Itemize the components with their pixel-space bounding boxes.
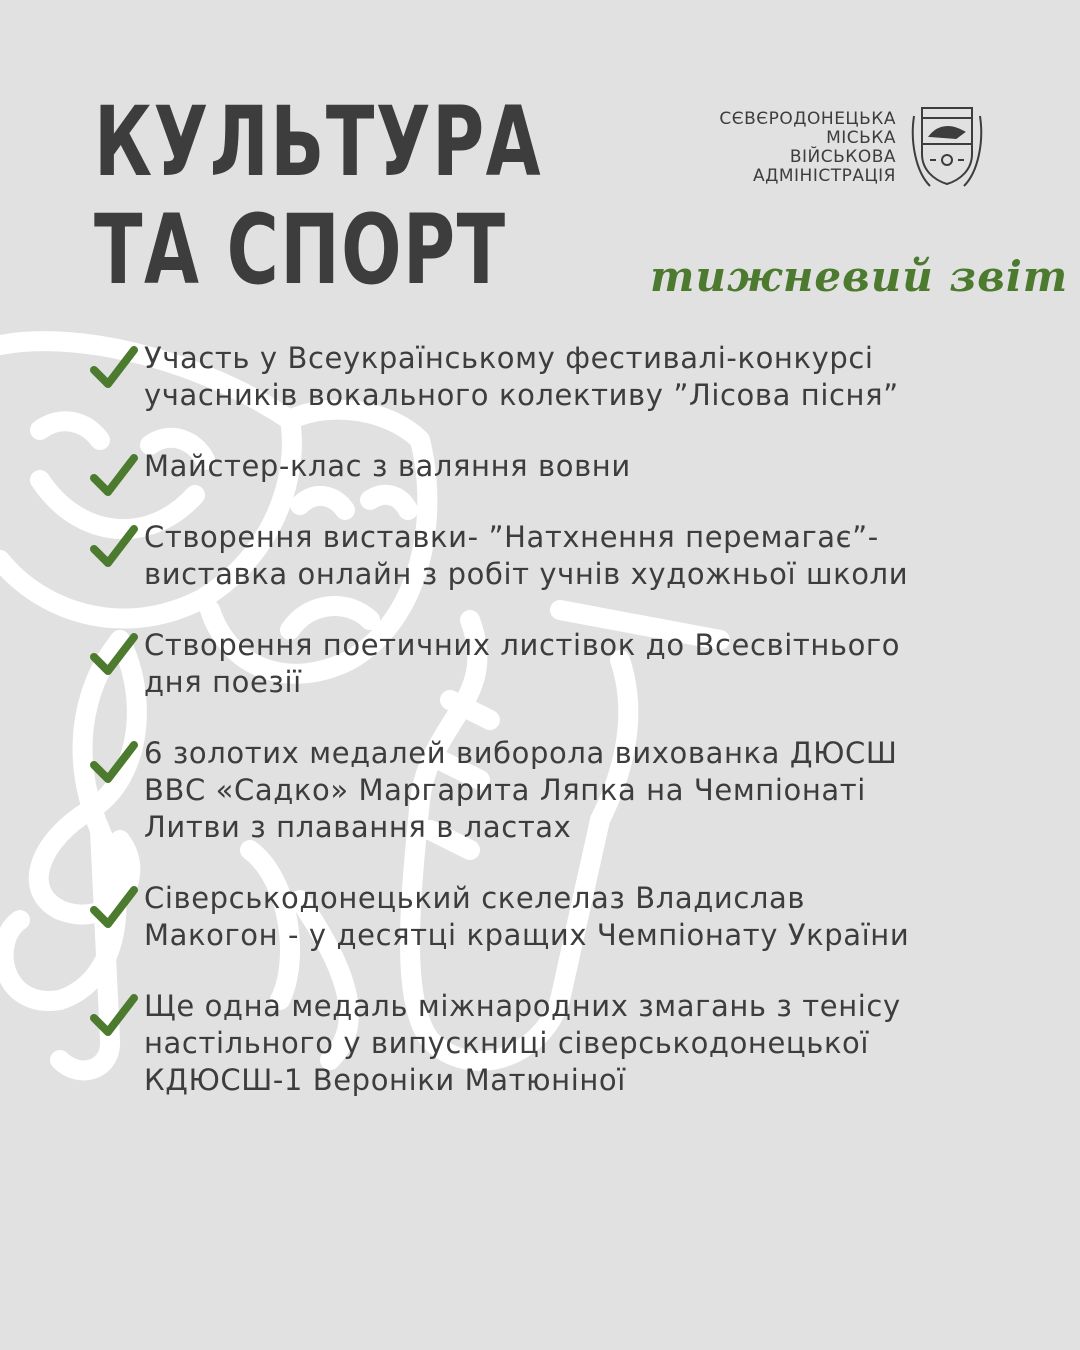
item-text bbox=[144, 627, 1048, 701]
item-text bbox=[144, 735, 1048, 846]
checkmark-icon bbox=[90, 454, 138, 498]
list-item bbox=[88, 340, 1048, 414]
item-text-line: ВВС «Садко» Маргарита Ляпка на Чемпіонаті bbox=[144, 773, 866, 807]
item-text-line: настільного у випускниці сіверськодонецької bbox=[144, 1026, 870, 1060]
list-item bbox=[88, 448, 1048, 485]
admin-line-2: МІСЬКА bbox=[826, 128, 896, 148]
weekly-report-label: тижневий звіт bbox=[650, 252, 1069, 301]
list-item bbox=[88, 880, 1048, 954]
item-text-line: дня поезії bbox=[144, 665, 302, 699]
item-text-line: виставка онлайн з робіт учнів художньої школи bbox=[144, 557, 909, 591]
item-text-line: Майстер-клас з валяння вовни bbox=[144, 449, 631, 483]
item-text bbox=[144, 340, 1048, 414]
item-text-line: Макогон - у десятці кращих Чемпіонату України bbox=[144, 918, 910, 952]
city-coat-of-arms-icon bbox=[906, 102, 988, 190]
item-text bbox=[144, 448, 1048, 485]
item-text-line: 6 золотих медалей виборола вихованка ДЮСШ bbox=[144, 736, 898, 770]
item-text-line: Литви з плавання в ластах bbox=[144, 810, 572, 844]
checkmark-icon bbox=[90, 994, 138, 1038]
checkmark-icon bbox=[90, 525, 138, 569]
checkmark-icon bbox=[90, 886, 138, 930]
item-text-line: КДЮСШ-1 Вероніки Матюніної bbox=[144, 1063, 626, 1097]
item-text bbox=[144, 880, 1048, 954]
item-text-line: Сіверськодонецький скелелаз Владислав bbox=[144, 881, 806, 915]
checkmark-icon bbox=[90, 741, 138, 785]
list-item bbox=[88, 519, 1048, 593]
list-item bbox=[88, 735, 1048, 846]
admin-name bbox=[719, 110, 896, 186]
item-text bbox=[144, 519, 1048, 593]
admin-line-1: СЄВЄРОДОНЕЦЬКА bbox=[719, 109, 896, 129]
title-line-2: ТА СПОРТ bbox=[94, 194, 507, 306]
activities-list bbox=[88, 340, 1048, 1099]
item-text-line: Створення виставки- ”Натхнення перемагає”- bbox=[144, 520, 879, 554]
item-text bbox=[144, 988, 1048, 1099]
item-text-line: Створення поетичних листівок до Всесвітнього bbox=[144, 628, 901, 662]
page-title bbox=[94, 88, 542, 304]
admin-line-4: АДМІНІСТРАЦІЯ bbox=[752, 166, 896, 186]
item-text-line: Ще одна медаль міжнародних змагань з тенісу bbox=[144, 989, 901, 1023]
title-line-1: КУЛЬТУРА bbox=[94, 86, 543, 198]
list-item bbox=[88, 627, 1048, 701]
checkmark-icon bbox=[90, 633, 138, 677]
list-item bbox=[88, 988, 1048, 1099]
item-text-line: учасників вокального колективу ”Лісова пісня” bbox=[144, 378, 899, 412]
admin-line-3: ВІЙСЬКОВА bbox=[789, 147, 896, 167]
item-text-line: Участь у Всеукраїнському фестивалі-конкурсі bbox=[144, 341, 874, 375]
checkmark-icon bbox=[90, 346, 138, 390]
